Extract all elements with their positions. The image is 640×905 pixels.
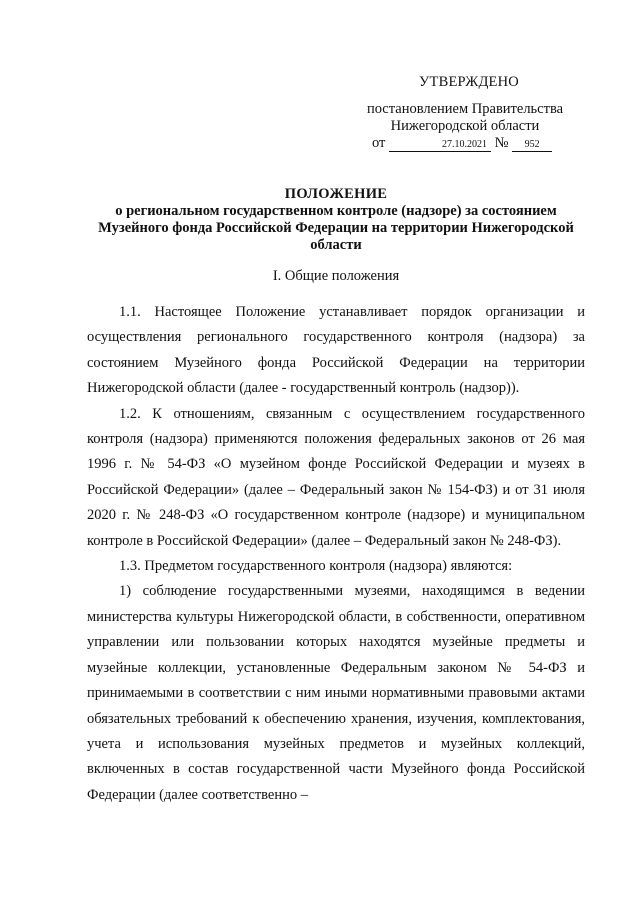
paragraph-1-3: 1.3. Предметом государственного контроля (надзора) являются: [119, 558, 513, 575]
approval-line-1: постановлением Правительства [366, 101, 564, 117]
paragraph-1-1: 1.1. Настоящее Положение устанавливает порядок организации и осуществления регионального государственного контроля (надзора) за состоянием Музейного фонда Российской Федерации на территории Нижегородской области (далее - государственный контроль (надзор)). [87, 304, 585, 397]
title-line-3: области [310, 237, 362, 253]
paragraph-1-2: 1.2. К отношениям, связанным с осуществлением государственного контроля (надзора) применяются положения федеральных законов от 26 мая 1996 г. № 54-ФЗ «О музейном фонде Российской Федерации и музеях в Российской Федерации» (далее – Федеральный закон № 154-ФЗ) и от 31 июля 2020 г. № 248-ФЗ «О государственном контроле (надзоре) и муниципальном контроле в Российской Федерации» (далее – Федеральный закон № 248-ФЗ). [87, 405, 585, 549]
approval-line-2: Нижегородской области [390, 118, 540, 134]
number-sign: № [494, 135, 509, 151]
title-line-2: Музейного фонда Российской Федерации на территории Нижегородской [98, 220, 574, 236]
from-label: от [372, 135, 386, 151]
document-body [87, 300, 585, 808]
approval-date: 27.10.2021 [389, 138, 491, 152]
approval-number: 952 [512, 138, 552, 152]
approval-date-line [340, 135, 590, 152]
section-heading: I. Общие положения [272, 268, 400, 284]
title-line-1: о региональном государственном контроле (надзоре) за состоянием [115, 203, 557, 219]
title-main: ПОЛОЖЕНИЕ [284, 186, 388, 202]
paragraph-item-1: 1) соблюдение государственными музеями, находящимся в ведении министерства культуры Нижегородской области, в собственности, оперативном управлении или пользовании которых находятся музейные предметы и музейные коллекции, установленные Федеральным законом № 54-ФЗ и принимаемыми в соответствии с ним иными нормативными правовыми актами обязательных требований к обеспечению хранения, изучения, комплектования, учета и использования музейных предметов и музейных коллекций, включенных в состав государственной части Музейного фонда Российской Федерации (далее соответственно – [87, 583, 585, 803]
document-title [70, 186, 602, 254]
approval-stamp [340, 74, 590, 152]
approval-heading: УТВЕРЖДЕНО [419, 74, 519, 90]
